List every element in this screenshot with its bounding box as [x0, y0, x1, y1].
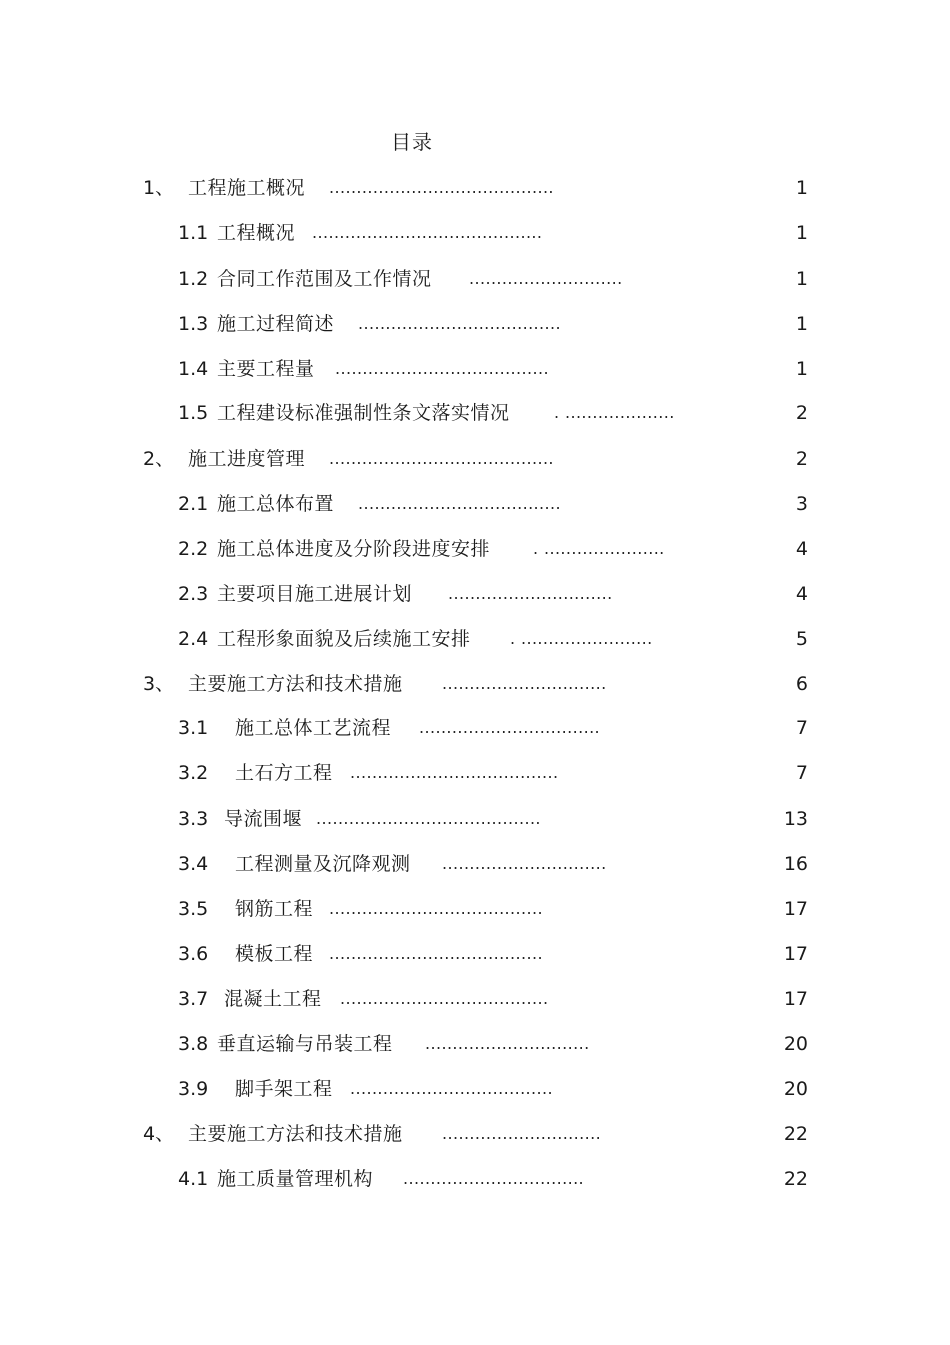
toc-entry-number: 3、 [143, 673, 175, 695]
toc-entry-title: 垂直运输与吊装工程 [217, 1033, 393, 1055]
toc-entry-number: 3.1 [178, 717, 209, 739]
toc-entry-title: 主要项目施工进展计划 [217, 583, 413, 605]
toc-entry-page: 17 [783, 898, 808, 920]
toc-entry-number: 2.3 [178, 583, 209, 605]
toc-entry-leader: .......................................... [312, 223, 543, 242]
toc-entry-title: 模板工程 [235, 943, 314, 965]
toc-entry[interactable] [0, 218, 950, 248]
toc-entry-page: 2 [795, 402, 808, 424]
toc-entry-leader: ..................................... [350, 1079, 553, 1098]
toc-entry-page: 4 [795, 538, 808, 560]
toc-entry[interactable] [0, 173, 950, 203]
toc-entry-leader: ......................................... [316, 809, 541, 828]
toc-entry-leader: ...................................... [340, 989, 549, 1008]
toc-entry-leader: ................................. [403, 1169, 585, 1188]
toc-entry-page: 1 [795, 222, 808, 244]
toc-entry-leader: ....................................... [329, 899, 543, 918]
toc-entry-title: 主要施工方法和技术措施 [188, 673, 403, 695]
toc-entry-number: 3.6 [178, 943, 209, 965]
toc-entry-title: 施工总体布置 [217, 493, 335, 515]
toc-entry-page: 1 [795, 313, 808, 335]
toc-entry-page: 16 [783, 853, 808, 875]
toc-entry-leader: .............................. [442, 854, 607, 873]
toc-entry-page: 17 [783, 988, 808, 1010]
toc-entry-title: 脚手架工程 [235, 1078, 333, 1100]
toc-entry-number: 3.3 [178, 808, 209, 830]
toc-entry-number: 4、 [143, 1123, 175, 1145]
toc-entry-page: 3 [795, 493, 808, 515]
toc-entry[interactable] [0, 758, 950, 788]
toc-entry-leader: ..................................... [358, 314, 561, 333]
toc-entry-number: 2、 [143, 448, 175, 470]
toc-entry-page: 22 [783, 1123, 808, 1145]
toc-entry-leader: . ...................... [533, 539, 665, 558]
toc-entry-title: 工程形象面貌及后续施工安排 [217, 628, 471, 650]
toc-entry-leader: ...................................... [350, 763, 559, 782]
toc-entry[interactable] [0, 669, 950, 699]
toc-entry-title: 混凝土工程 [224, 988, 322, 1010]
toc-entry-page: 2 [795, 448, 808, 470]
toc-entry-number: 2.2 [178, 538, 209, 560]
toc-entry[interactable] [0, 939, 950, 969]
toc-entry[interactable] [0, 1029, 950, 1059]
toc-entry-leader: ............................. [442, 1124, 602, 1143]
toc-entry-leader: ....................................... [335, 359, 549, 378]
toc-entry-leader: ......................................... [329, 449, 554, 468]
toc-entry-leader: ......................................... [329, 178, 554, 197]
toc-entry-page: 6 [795, 673, 808, 695]
toc-entry-page: 7 [795, 762, 808, 784]
toc-entry-number: 3.5 [178, 898, 209, 920]
toc-entry[interactable] [0, 984, 950, 1014]
toc-entry-number: 3.8 [178, 1033, 209, 1055]
toc-entry-leader: ....................................... [329, 944, 543, 963]
toc-entry-title: 施工总体进度及分阶段进度安排 [217, 538, 491, 560]
toc-entry-page: 17 [783, 943, 808, 965]
toc-entry[interactable] [0, 354, 950, 384]
toc-entry-number: 3.7 [178, 988, 209, 1010]
toc-entry[interactable] [0, 309, 950, 339]
toc-entry-page: 22 [783, 1168, 808, 1190]
toc-entry-page: 1 [795, 358, 808, 380]
toc-entry[interactable] [0, 624, 950, 654]
toc-entry-title: 施工进度管理 [188, 448, 306, 470]
toc-entry[interactable] [0, 489, 950, 519]
toc-entry-page: 5 [795, 628, 808, 650]
toc-entry-number: 1.3 [178, 313, 209, 335]
toc-entry-title: 主要工程量 [217, 358, 315, 380]
toc-entry-leader: .............................. [442, 674, 607, 693]
toc-entry[interactable] [0, 579, 950, 609]
toc-entry-page: 4 [795, 583, 808, 605]
toc-entry[interactable] [0, 849, 950, 879]
toc-entry[interactable] [0, 444, 950, 474]
toc-entry-leader: .............................. [448, 584, 613, 603]
toc-title: 目录 [391, 130, 433, 154]
toc-entry-number: 1、 [143, 177, 175, 199]
toc-entry-page: 13 [783, 808, 808, 830]
toc-entry-number: 1.2 [178, 268, 209, 290]
toc-entry-number: 3.4 [178, 853, 209, 875]
toc-entry-number: 2.1 [178, 493, 209, 515]
toc-entry[interactable] [0, 1119, 950, 1149]
toc-entry-title: 施工质量管理机构 [217, 1168, 374, 1190]
toc-entry-page: 20 [783, 1033, 808, 1055]
toc-entry[interactable] [0, 398, 950, 428]
toc-entry-number: 1.4 [178, 358, 209, 380]
toc-entry-leader: .............................. [425, 1034, 590, 1053]
toc-entry-title: 主要施工方法和技术措施 [188, 1123, 403, 1145]
toc-entry-leader: ..................................... [358, 494, 561, 513]
toc-entry-title: 施工总体工艺流程 [235, 717, 392, 739]
toc-entry-leader: ............................ [469, 269, 623, 288]
toc-entry[interactable] [0, 264, 950, 294]
toc-entry-title: 导流围堰 [224, 808, 303, 830]
toc-entry-page: 7 [795, 717, 808, 739]
toc-entry-title: 施工过程简述 [217, 313, 335, 335]
toc-entry-leader: . ........................ [510, 629, 653, 648]
toc-entry[interactable] [0, 1074, 950, 1104]
toc-entry-title: 土石方工程 [235, 762, 333, 784]
toc-entry-title: 工程测量及沉降观测 [235, 853, 411, 875]
toc-entry-page: 20 [783, 1078, 808, 1100]
toc-entry-page: 1 [795, 177, 808, 199]
toc-entry-title: 工程建设标准强制性条文落实情况 [217, 402, 510, 424]
toc-entry[interactable] [0, 894, 950, 924]
toc-entry-page: 1 [795, 268, 808, 290]
toc-entry[interactable] [0, 804, 950, 834]
toc-entry-number: 3.2 [178, 762, 209, 784]
toc-entry-number: 4.1 [178, 1168, 209, 1190]
toc-entry-number: 2.4 [178, 628, 209, 650]
toc-entry-title: 钢筋工程 [235, 898, 314, 920]
toc-entry[interactable] [0, 1164, 950, 1194]
toc-entry[interactable] [0, 534, 950, 564]
toc-entry-title: 合同工作范围及工作情况 [217, 268, 432, 290]
toc-entry-title: 工程施工概况 [188, 177, 306, 199]
toc-entry-title: 工程概况 [217, 222, 296, 244]
toc-entry[interactable] [0, 713, 950, 743]
toc-entry-number: 1.1 [178, 222, 209, 244]
toc-entry-number: 3.9 [178, 1078, 209, 1100]
toc-entry-number: 1.5 [178, 402, 209, 424]
toc-entry-leader: . .................... [554, 403, 675, 422]
toc-entry-leader: ................................. [419, 718, 601, 737]
